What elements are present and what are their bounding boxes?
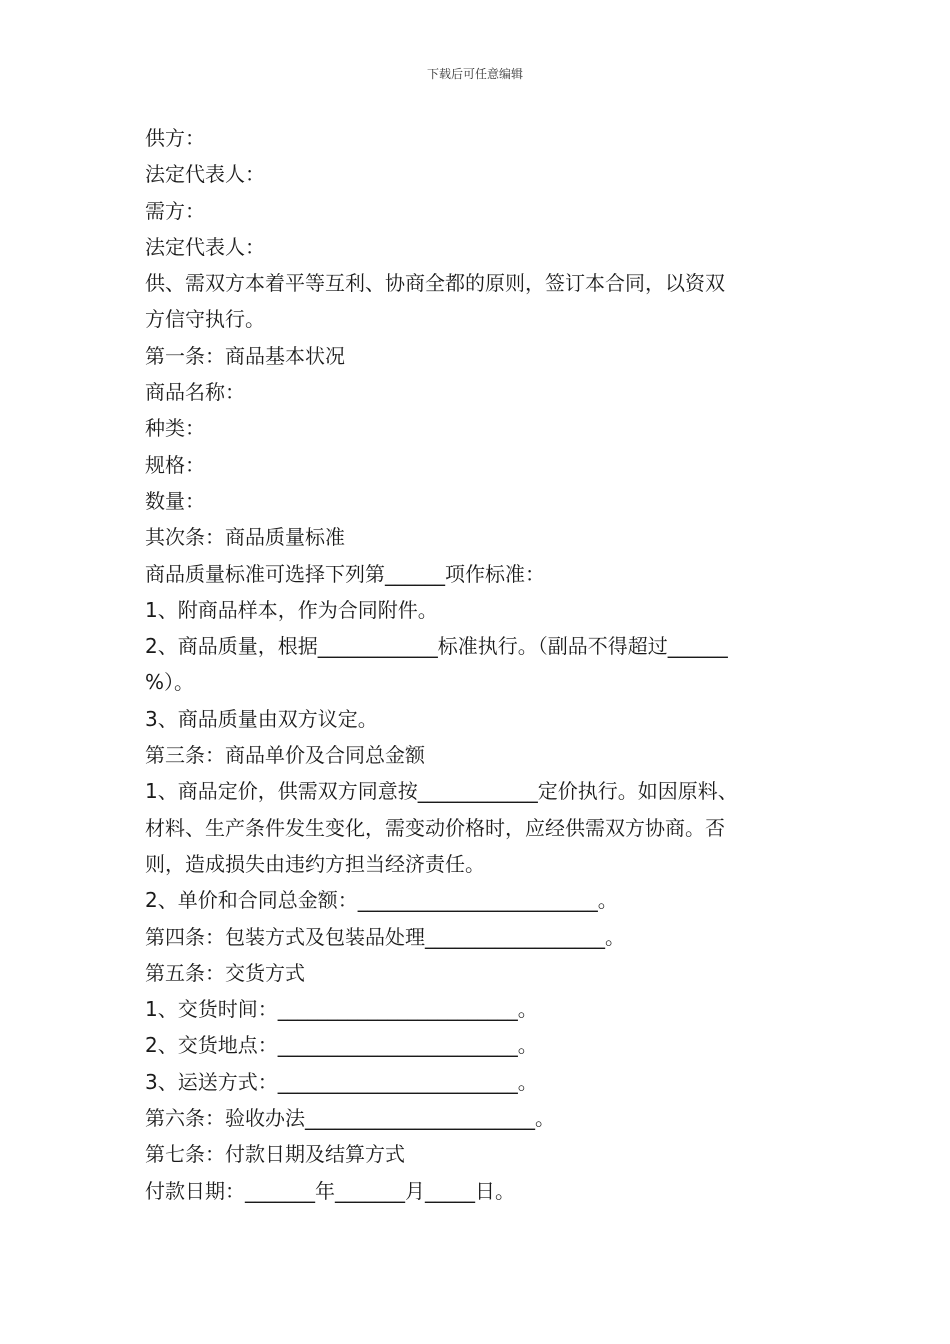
text-line: 供、需双方本着平等互利、协商全都的原则，签订本合同，以资双 [145,271,725,296]
text-line: 需方： [145,198,205,223]
text-line: 供方： [145,126,205,150]
text-line: 2、单价和合同总金额：________________________。 [145,888,618,913]
page-header: 下载后可任意编辑 [426,67,523,81]
text-line: 材料、生产条件发生变化，需变动价格时，应经供需双方协商。否 [145,815,725,840]
text-line: 则，造成损失由违约方担当经济责任。 [145,851,485,876]
text-line: 数量： [145,488,205,513]
text-line: 1、交货时间：________________________。 [145,997,538,1022]
document-body [145,120,815,1209]
text-line: 3、商品质量由双方议定。 [145,706,378,731]
text-line: 第一条：商品基本状况 [145,343,345,368]
text-line: 1、附商品样本，作为合同附件。 [145,597,438,622]
text-line: 种类： [145,416,205,441]
text-line: 法定代表人： [145,234,265,259]
text-line: 商品名称： [145,380,245,405]
text-line: 2、商品质量，根据____________标准执行。（副品不得超过______ [145,634,728,659]
text-line: 3、运送方式：________________________。 [145,1069,538,1094]
text-line: 商品质量标准可选择下列第______项作标准： [145,561,545,586]
text-line: 规格： [145,452,205,477]
text-line: 付款日期：_______年_______月_____日。 [145,1178,515,1203]
text-line: 方信守执行。 [145,307,265,332]
text-line: 其次条：商品质量标准 [145,525,345,550]
text-line: 第七条：付款日期及结算方式 [145,1142,405,1167]
text-line: 第四条：包装方式及包装品处理__________________。 [145,924,625,949]
text-line: 第三条：商品单价及合同总金额 [145,743,425,768]
text-line: 2、交货地点：________________________。 [145,1033,538,1058]
text-line: 法定代表人： [145,162,265,187]
text-line: 第五条：交货方式 [145,960,305,985]
text-line: 1、商品定价，供需双方同意按____________定价执行。如因原料、 [145,779,738,804]
text-line: 第六条：验收办法_______________________。 [145,1106,555,1131]
text-line: %）。 [145,670,195,695]
